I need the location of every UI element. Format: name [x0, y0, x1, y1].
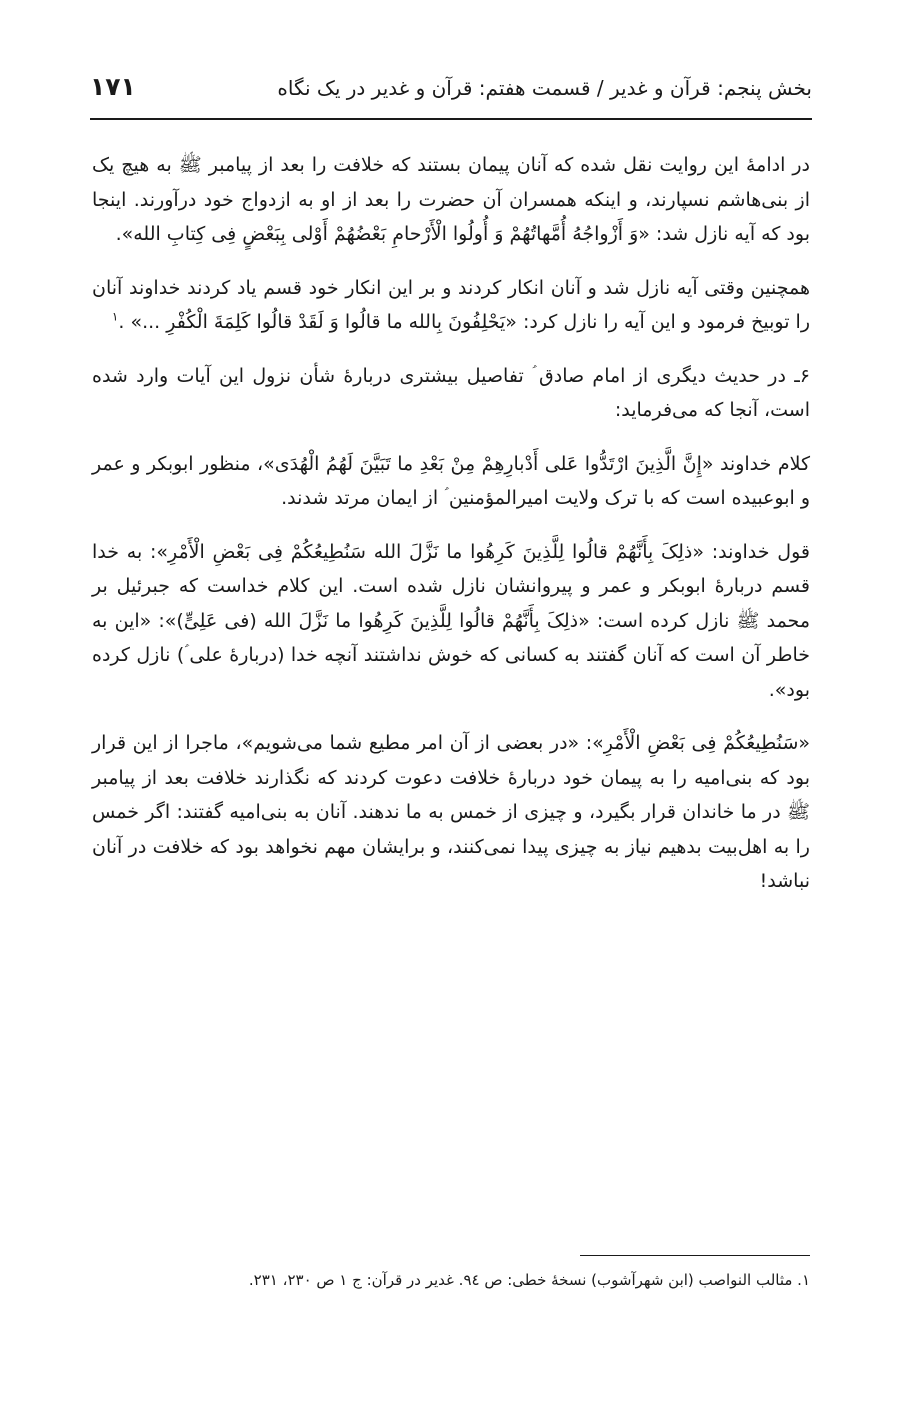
footnote-divider	[580, 1255, 810, 1256]
footnote: ١. مثالب النواصب (ابن شهرآشوب) نسخهٔ خطی: ص ٩٤. غدیر در قرآن: ج ١ ص ٢٣٠، ٢٣١.	[248, 1271, 810, 1289]
footnote-reference: ١	[111, 309, 119, 324]
running-header-title: بخش پنجم: قرآن و غدیر / قسمت هفتم: قرآن و غدیر در یک نگاه	[277, 76, 812, 100]
paragraph-4: کلام خداوند «إِنَّ الَّذِینَ ارْتَدُّوا عَلی أَدْبارِهِمْ مِنْ بَعْدِ ما تَبَیَّنَ لَهُمُ الْهُدَی»، منظور ابوبکر و عمر و ابوعبیده است که با ترک ولایت امیرالمؤمنین ؑ از ایمان مرتد شدند.	[92, 452, 810, 509]
header-divider	[90, 118, 812, 120]
paragraph-2	[92, 271, 810, 340]
paragraph-1: در ادامهٔ این روایت نقل شده که آنان پیمان بستند که خلافت را بعد از پیامبر ﷺ به هیچ یک از بنی‌هاشم نسپارند، و اینکه همسران آن حضرت را بعد از او به ازدواج خود درآورند. اینجا بود که آیه نازل شد: «وَ أَزْواجُهُ أُمَّهاتُهُمْ وَ أُولُوا الْأَرْحامِ بَعْضُهُمْ أَوْلی بِبَعْضٍ فِی کِتابِ الله».	[92, 154, 810, 245]
paragraph-2-text: همچنین وقتی آیه نازل شد و آنان انکار کردند و بر این انکار خود قسم یاد کردند خداوند آنان را توبیخ فرمود و این آیه را نازل کرد: «یَحْلِفُونَ بِالله ما قالُوا وَ لَقَدْ قالُوا کَلِمَةَ الْکُفْرِ ...» .	[92, 276, 810, 333]
paragraph-6: «سَنُطِیعُکُمْ فِی بَعْضِ الْأَمْرِ»: «در بعضی از آن امر مطیع شما می‌شویم»، ماجرا از این قرار بود که بنی‌امیه را به پیمان خود دربارهٔ خلافت دعوت کردند که نگذارند خلافت بعد از پیامبر ﷺ در ما خاندان قرار بگیرد، و چیزی از خمس به ما ندهند. آنان به بنی‌امیه گفتند: اگر خمس را به اهل‌بیت بدهیم نیاز به چیزی پیدا نمی‌کنند، و برایشان مهم نخواهد بود که خلافت در آنان نباشد!	[92, 732, 810, 892]
body-text	[92, 148, 810, 918]
running-header	[90, 72, 812, 112]
paragraph-3: ۶ـ در حدیث دیگری از امام صادق ؑ تفاصیل بیشتری دربارهٔ شأن نزول این آیات وارد شده است، آنجا که می‌فرماید:	[92, 364, 810, 421]
page-number: ١٧١	[90, 72, 136, 101]
paragraph-5: قول خداوند: «ذلِکَ بِأَنَّهُمْ قالُوا لِلَّذِینَ کَرِهُوا ما نَزَّلَ الله سَنُطِیعُکُمْ فِی بَعْضِ الْأَمْرِ»: به خدا قسم دربارهٔ ابوبکر و عمر و پیروانشان نازل شده است. این کلام خداست که جبرئیل بر محمد ﷺ نازل کرده است: «ذلِکَ بِأَنَّهُمْ قالُوا لِلَّذِینَ کَرِهُوا ما نَزَّلَ الله (فی عَلِیٍّ)»: «این به خاطر آن است که آنان گفتند به کسانی که خوش نداشتند آنچه خدا (دربارهٔ علی ؑ) نازل کرده بود».	[92, 540, 810, 701]
